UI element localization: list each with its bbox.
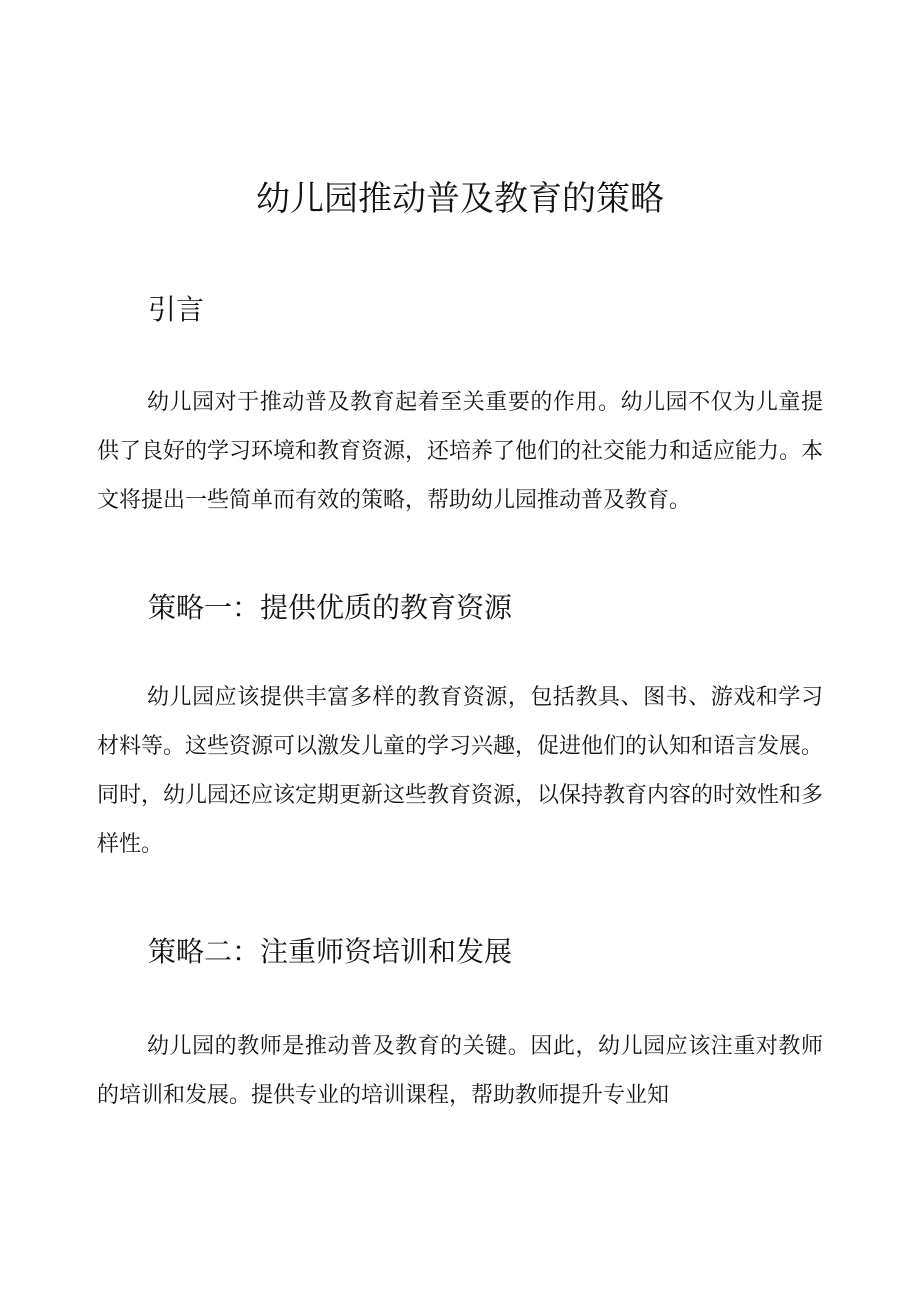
document-title: 幼儿园推动普及教育的策略 (256, 179, 664, 219)
section-body-strategy-1: 幼儿园应该提供丰富多样的教育资源，包括教具、图书、游戏和学习材料等。这些资源可以激发儿童的学习兴趣，促进他们的认知和语言发展。同时，幼儿园还应该定期更新这些教育资源，以保持教育内容的时效性和多样性。 (97, 685, 824, 857)
section-heading-strategy-1: 策略一：提供优质的教育资源 (148, 591, 513, 624)
section-heading-introduction: 引言 (148, 293, 205, 326)
section-body-introduction: 幼儿园对于推动普及教育起着至关重要的作用。幼儿园不仅为儿童提供了良好的学习环境和教育资源，还培养了他们的社交能力和适应能力。本文将提出一些简单而有效的策略，帮助幼儿园推动普及教育。 (97, 390, 824, 513)
section-body-strategy-2: 幼儿园的教师是推动普及教育的关键。因此，幼儿园应该注重对教师的培训和发展。提供专业的培训课程，帮助教师提升专业知 (97, 1034, 823, 1108)
section-heading-strategy-2: 策略二：注重师资培训和发展 (148, 935, 513, 968)
